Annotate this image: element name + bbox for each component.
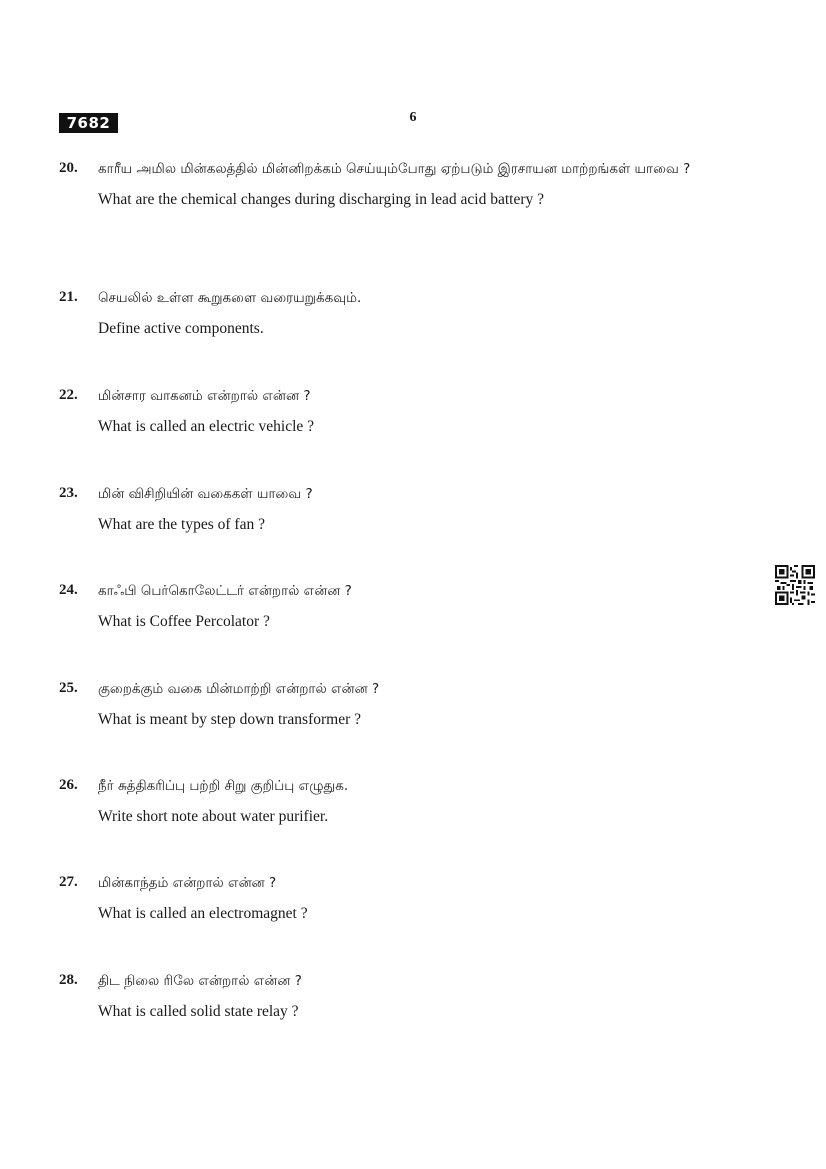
question-number: 21. bbox=[59, 289, 78, 305]
question-number: 27. bbox=[59, 874, 78, 890]
question-number: 22. bbox=[59, 387, 78, 403]
question-item bbox=[59, 383, 759, 481]
question-item bbox=[59, 156, 759, 285]
question-item bbox=[59, 285, 759, 383]
question-item bbox=[59, 481, 759, 578]
question-english: What are the types of fan ? bbox=[98, 516, 265, 533]
question-english: What is meant by step down transformer ? bbox=[98, 711, 361, 728]
page-number: 6 bbox=[409, 110, 417, 125]
question-number: 25. bbox=[59, 680, 78, 696]
question-item bbox=[59, 773, 759, 870]
question-number: 20. bbox=[59, 160, 78, 176]
question-english: What is called an electric vehicle ? bbox=[98, 418, 315, 435]
question-item bbox=[59, 676, 759, 773]
question-english: What are the chemical changes during discharging in lead acid battery ? bbox=[98, 191, 545, 208]
question-tamil: காஃபி பெர்கொலேட்டர் என்றால் என்ன ? bbox=[98, 583, 352, 599]
question-tamil: செயலில் உள்ள கூறுகளை வரையறுக்கவும். bbox=[98, 290, 362, 306]
question-tamil: மின் விசிறியின் வகைகள் யாவை ? bbox=[98, 486, 313, 502]
question-item bbox=[59, 578, 759, 676]
qr-code-icon bbox=[775, 565, 815, 605]
question-tamil: திட நிலை ரிலே என்றால் என்ன ? bbox=[98, 973, 302, 989]
question-tamil: மின்சார வாகனம் என்றால் என்ன ? bbox=[98, 388, 311, 404]
question-tamil: குறைக்கும் வகை மின்மாற்றி என்றால் என்ன ? bbox=[98, 681, 380, 697]
question-number: 28. bbox=[59, 972, 78, 988]
question-english: Define active components. bbox=[98, 320, 264, 337]
question-tamil: மின்காந்தம் என்றால் என்ன ? bbox=[98, 875, 277, 891]
question-tamil: நீர் சுத்திகரிப்பு பற்றி சிறு குறிப்பு எழுதுக. bbox=[98, 778, 349, 794]
question-tamil: காரீய அமில மின்கலத்தில் மின்னிறக்கம் செய்யும்போது ஏற்படும் இரசாயன மாற்றங்கள் யாவை ? bbox=[98, 161, 691, 177]
question-english: What is Coffee Percolator ? bbox=[98, 613, 270, 630]
question-item bbox=[59, 870, 759, 968]
question-item bbox=[59, 968, 759, 1038]
question-number: 23. bbox=[59, 485, 78, 501]
question-english: What is called an electromagnet ? bbox=[98, 905, 308, 922]
paper-code-badge: 7682 bbox=[59, 113, 118, 133]
question-english: Write short note about water purifier. bbox=[98, 808, 329, 825]
question-english: What is called solid state relay ? bbox=[98, 1003, 299, 1020]
question-number: 24. bbox=[59, 582, 78, 598]
question-number: 26. bbox=[59, 777, 78, 793]
question-list bbox=[59, 156, 759, 1038]
